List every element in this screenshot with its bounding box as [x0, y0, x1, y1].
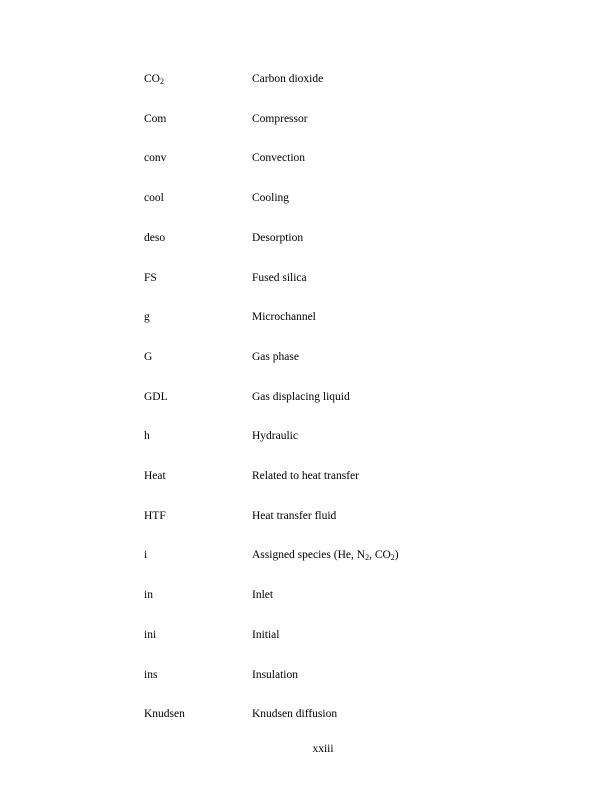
- symbol-description: Knudsen diffusion: [252, 708, 338, 721]
- symbol-description: Microchannel: [252, 311, 316, 324]
- symbol-base: Knudsen: [144, 708, 185, 721]
- symbol-base: deso: [144, 231, 166, 244]
- symbol-description: Hydraulic: [252, 430, 298, 443]
- nomenclature-row: [0, 508, 612, 524]
- symbol-description: Gas displacing liquid: [252, 390, 350, 403]
- symbol-subscript: 2: [159, 77, 164, 86]
- nomenclature-row: [0, 428, 612, 444]
- symbol-term: [144, 389, 168, 405]
- nomenclature-row: [0, 547, 612, 563]
- symbol-base: FS: [144, 271, 157, 284]
- symbol-base: g: [144, 311, 150, 324]
- nomenclature-row: [0, 587, 612, 603]
- nomenclature-row: [0, 71, 612, 87]
- symbol-term: [144, 230, 165, 246]
- symbol-base: i: [144, 549, 148, 562]
- symbol-base: ini: [144, 628, 157, 641]
- symbol-description: Cooling: [252, 192, 290, 205]
- page-number: xxiii: [312, 743, 334, 755]
- symbol-term: [144, 150, 166, 166]
- description-subscript: 2: [390, 553, 395, 563]
- nomenclature-row: [0, 389, 612, 405]
- nomenclature-row: [0, 150, 612, 166]
- symbol-description: Compressor: [252, 112, 308, 125]
- symbol-description: Related to heat transfer: [252, 470, 359, 482]
- symbol-term: [144, 468, 166, 484]
- symbol-description: Heat transfer fluid: [252, 509, 337, 522]
- symbol-term: [144, 508, 166, 524]
- symbol-term: [144, 349, 152, 365]
- description-text: ): [394, 549, 399, 562]
- symbol-base: GDL: [144, 390, 168, 403]
- nomenclature-row: [0, 190, 612, 206]
- nomenclature-row: [0, 270, 612, 286]
- symbol-term: [144, 547, 147, 563]
- symbol-base: conv: [144, 152, 167, 165]
- nomenclature-row: [0, 230, 612, 246]
- nomenclature-row: [0, 349, 612, 365]
- symbol-base: h: [144, 430, 150, 443]
- symbol-base: CO: [144, 73, 160, 85]
- symbol-term: [144, 71, 164, 87]
- description-text: Assigned species (He, N: [252, 549, 366, 562]
- symbol-term: [144, 428, 150, 444]
- symbol-base: cool: [144, 192, 164, 205]
- symbol-description: Gas phase: [252, 350, 299, 363]
- nomenclature-row: [0, 468, 612, 484]
- symbol-base: Com: [144, 112, 167, 125]
- symbol-base: ins: [144, 668, 158, 681]
- symbol-term: [144, 587, 153, 603]
- symbol-description: Initial: [252, 628, 280, 641]
- nomenclature-row: [0, 667, 612, 683]
- symbol-base: HTF: [144, 509, 166, 522]
- symbol-description: Fused silica: [252, 271, 307, 284]
- symbol-description: Convection: [252, 152, 306, 165]
- nomenclature-row: [0, 706, 612, 722]
- symbol-description: Carbon dioxide: [252, 73, 324, 85]
- nomenclature-row: [0, 111, 612, 127]
- symbol-term: [144, 190, 164, 206]
- symbol-description: Desorption: [252, 231, 304, 244]
- symbol-term: [144, 111, 166, 127]
- description-text: , CO: [369, 549, 391, 562]
- symbol-term: [144, 706, 185, 722]
- symbol-description: [252, 547, 399, 563]
- symbol-term: [144, 270, 157, 286]
- symbol-base: G: [144, 350, 153, 363]
- symbol-base: Heat: [144, 470, 166, 482]
- symbol-base: in: [144, 589, 153, 602]
- nomenclature-row: [0, 309, 612, 325]
- nomenclature-row: [0, 627, 612, 643]
- symbol-term: [144, 667, 157, 683]
- symbol-term: [144, 309, 150, 325]
- description-subscript: 2: [365, 553, 370, 563]
- symbol-description: Inlet: [252, 589, 274, 602]
- symbol-description: Insulation: [252, 668, 298, 681]
- symbol-term: [144, 627, 156, 643]
